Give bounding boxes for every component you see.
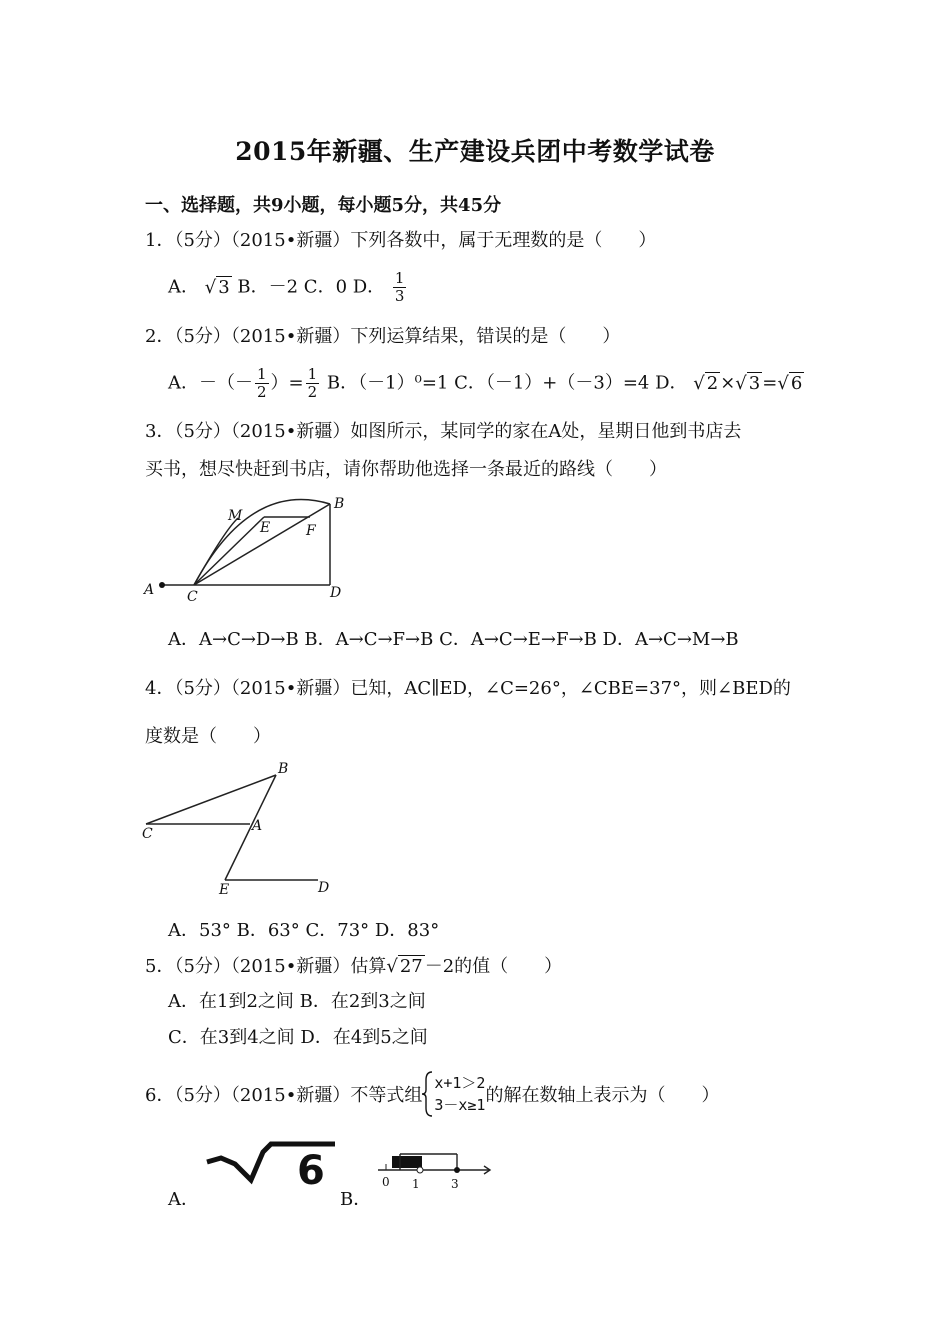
q5-sqrt: √ 27: [386, 956, 423, 977]
axis-tick-3: 3: [451, 1177, 459, 1191]
q3-label-d: D: [330, 585, 342, 601]
q6-a-radicand: 6: [297, 1148, 325, 1192]
question-6-stem: [145, 1070, 719, 1118]
brace-icon: [422, 1070, 434, 1118]
q2-eq: =: [762, 372, 778, 394]
q6-inequality-system: [422, 1070, 485, 1118]
q3-label-c: C: [187, 589, 198, 605]
question-5-options-1: A．在1到2之间 B．在2到3之间: [168, 991, 426, 1012]
q2-sqrt-1: √ 2: [693, 372, 719, 394]
q6-option-a-image: [205, 1140, 340, 1192]
q2-sqrt-3: √ 6: [777, 372, 803, 394]
q3-label-a: A: [144, 582, 155, 598]
q3-label-f: F: [306, 523, 316, 539]
q2-sqrt-2: √ 3: [735, 372, 761, 394]
q4-label-b: B: [278, 761, 289, 777]
q3-label-e: E: [260, 520, 271, 536]
q6-stem-pre: 6．（5分）（2015•新疆）不等式组: [145, 1085, 423, 1106]
q5-stem-post: －2的值（ ）: [424, 956, 563, 977]
question-5-options-2: C．在3到4之间 D．在4到5之间: [168, 1027, 428, 1048]
q1-options-bcd: B．－2 C．0 D．: [237, 276, 386, 298]
q2-options-bcd: B．（－1）⁰=1 C．（－1）+（－3）=4 D．: [326, 372, 688, 394]
question-2-options: [168, 366, 804, 401]
q6-option-a-label: A．: [168, 1189, 199, 1210]
axis-tick-0: 0: [382, 1175, 390, 1189]
q6-option-b-label: B．: [340, 1189, 372, 1210]
q2-times: ×: [720, 372, 736, 394]
question-4-stem-2: 度数是（ ）: [145, 726, 271, 747]
q4-label-a: A: [252, 818, 263, 834]
q5-stem-pre: 5．（5分）（2015•新疆）估算: [145, 956, 387, 977]
q6-ineq-1: x+1＞2: [434, 1074, 486, 1092]
question-3-stem-1: 3．（5分）（2015•新疆）如图所示，某同学的家在A处，星期日他到书店去: [145, 421, 742, 442]
page-title: 2015年新疆、生产建设兵团中考数学试卷: [235, 137, 715, 166]
q6-ineq-2: 3－x≥1: [434, 1096, 486, 1114]
q3-figure: [140, 490, 360, 605]
q1-fraction: $\frac{1}{3}$: [394, 269, 405, 305]
q1-radicand: 3: [218, 276, 230, 298]
section-heading: 一、选择题，共9小题，每小题5分，共45分: [145, 195, 502, 216]
question-4-stem-1: 4．（5分）（2015•新疆）已知，AC∥ED，∠C=26°，∠CBE=37°，则∠BED的: [145, 678, 791, 699]
q2-fraction-2: $\frac{1}{2}$: [307, 365, 318, 401]
question-1-options: [168, 270, 408, 305]
q4-label-e: E: [219, 882, 230, 898]
question-5-stem: [145, 952, 562, 978]
q1-option-a-label: A．: [168, 276, 199, 298]
question-1-stem: 1．（5分）（2015•新疆）下列各数中，属于无理数的是（ ）: [145, 230, 657, 251]
question-3-stem-2: 买书，想尽快赶到书店，请你帮助他选择一条最近的路线（ ）: [145, 459, 667, 480]
q3-label-b: B: [334, 496, 345, 512]
q2-fraction-1: $\frac{1}{2}$: [257, 365, 267, 401]
q2-option-a-mid: ）=: [270, 372, 304, 394]
q2-option-a: A．－（－: [168, 372, 253, 394]
q4-label-c: C: [142, 826, 153, 842]
sqrt-symbol: √ 3: [204, 276, 230, 298]
axis-tick-1: 1: [412, 1177, 420, 1191]
question-3-options: A．A→C→D→B B．A→C→F→B C．A→C→E→F→B D．A→C→M→B: [168, 629, 739, 650]
q6-option-b-numberline: [372, 1142, 497, 1192]
question-2-stem: 2．（5分）（2015•新疆）下列运算结果，错误的是（ ）: [145, 326, 621, 347]
question-4-options: A．53° B．63° C．73° D．83°: [168, 920, 440, 941]
q3-label-m: M: [228, 508, 243, 524]
q4-label-d: D: [318, 880, 330, 896]
q6-stem-post: 的解在数轴上表示为（ ）: [485, 1085, 720, 1106]
q4-figure: [138, 758, 348, 898]
